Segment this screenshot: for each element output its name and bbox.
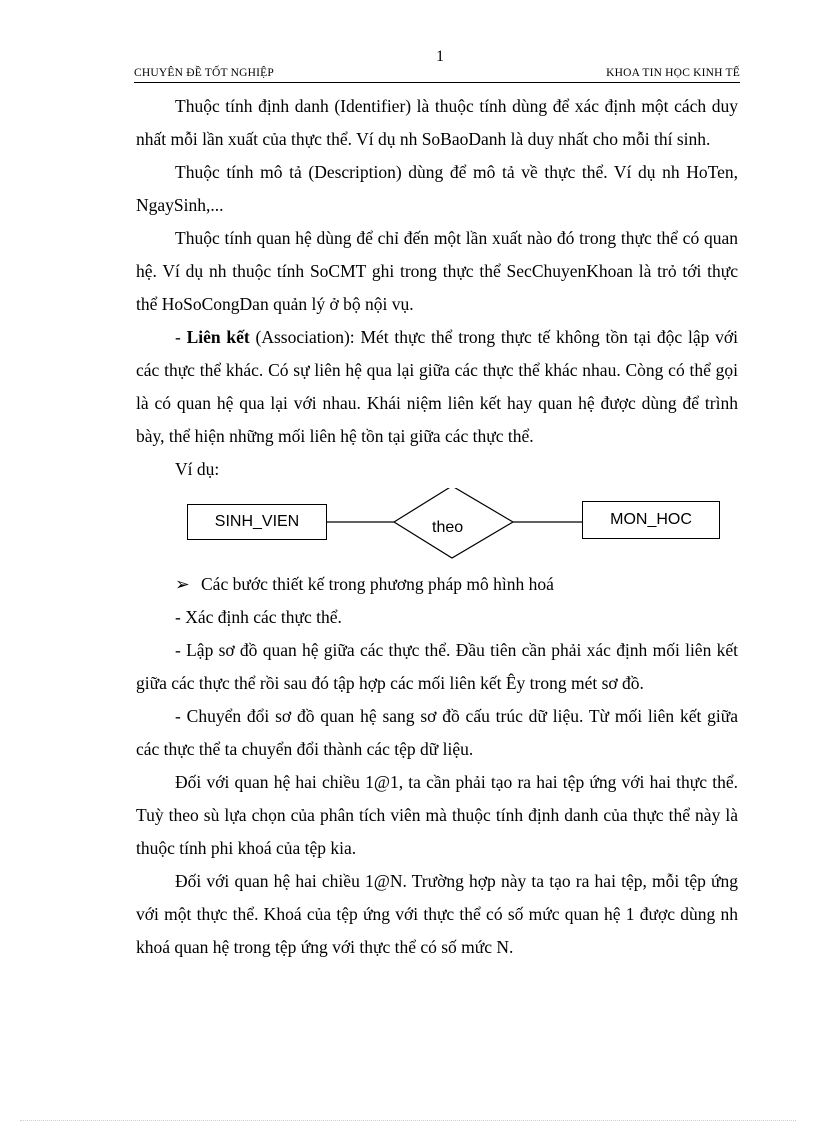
design-steps-text: Các bước thiết kế trong phương pháp mô hình hoá — [201, 574, 554, 594]
example-label: Ví dụ: — [175, 459, 220, 479]
page-header — [134, 50, 740, 83]
design-steps-heading — [136, 568, 738, 601]
paragraph-relation-attribute: Thuộc tính quan hệ dùng để chỉ đến một lần xuất nào đó trong thực thể có quan hệ. Ví dụ nh thuộc tính SoCMT ghi trong thực thể SecChuyenKhoan là trỏ tới thực thể HoSoCongDan quản lý ở bộ nội vụ. — [136, 228, 738, 314]
step-relation-diagram: - Lập sơ đồ quan hệ giữa các thực thể. Đầu tiên cần phải xác định mối liên kết giữa các thực thể rồi sau đó tập hợp các mối liên kết Êy trong mét sơ đồ. — [136, 640, 738, 693]
document-body — [136, 90, 738, 964]
er-diagram — [136, 488, 738, 568]
arrow-bullet-icon: ➢ — [175, 574, 190, 594]
step-convert-diagram: - Chuyển đổi sơ đồ quan hệ sang sơ đồ cấu trúc dữ liệu. Từ mối liên kết giữa các thực thể ta chuyển đổi thành các tệp dữ liệu. — [136, 706, 738, 759]
step-identify-entities: - Xác định các thực thể. — [175, 607, 342, 627]
paragraph-one-to-one: Đối với quan hệ hai chiều 1@1, ta cần phải tạo ra hai tệp ứng với hai thực thể. Tuỳ theo sù lựa chọn của phân tích viên mà thuộc tính định danh của thực thể này là thuộc tính phi khoá của tệp kia. — [136, 772, 738, 858]
entity-sinh-vien: SINH_VIEN — [187, 504, 327, 540]
dash-prefix: - — [175, 327, 187, 347]
paragraph-identifier: Thuộc tính định danh (Identifier) là thuộc tính dùng để xác định một cách duy nhất mỗi lần xuất của thực thể. Ví dụ nh SoBaoDanh là duy nhất cho mỗi thí sinh. — [136, 96, 738, 149]
header-left-title: CHUYÊN ĐỀ TỐT NGHIỆP — [134, 67, 274, 79]
association-text: (Association): Mét thực thể trong thực tế không tồn tại độc lập với các thực thể khác. Có sự liên hệ qua lại giữa các thực thể khác nhau. Còng có thể gọi là có quan hệ qua lại với nhau. Khái niệm liên kết hay quan hệ được dùng để trình bày, thể hiện những mối liên hệ tồn tại giữa các thực thể. — [136, 327, 738, 446]
paragraph-association — [136, 321, 738, 453]
entity-mon-hoc: MON_HOC — [582, 501, 720, 539]
relation-label: theo — [432, 519, 464, 536]
page-number: 1 — [436, 48, 444, 65]
header-right-title: KHOA TIN HỌC KINH TẾ — [606, 67, 740, 79]
association-term: Liên kết — [186, 327, 250, 347]
page-bottom-border — [20, 1120, 796, 1121]
paragraph-one-to-many: Đối với quan hệ hai chiều 1@N. Trường hợp này ta tạo ra hai tệp, mỗi tệp ứng với một thực thể. Khoá của tệp ứng với thực thể có số mức quan hệ 1 được dùng nh khoá quan hệ trong tệp ứng với thực thể có số mức N. — [136, 871, 738, 957]
paragraph-description: Thuộc tính mô tả (Description) dùng để mô tả về thực thể. Ví dụ nh HoTen, NgaySinh,... — [136, 162, 738, 215]
